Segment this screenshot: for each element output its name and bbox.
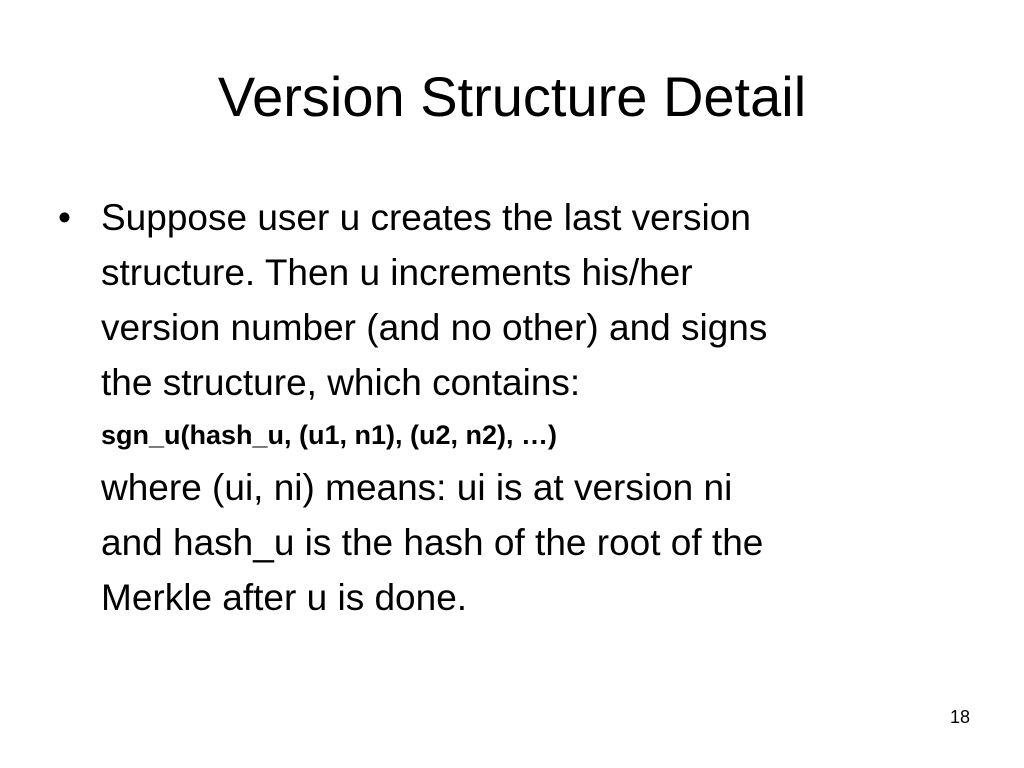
body-line-3: version number (and no other) and signs (101, 307, 768, 348)
page-number: 18 (949, 707, 970, 727)
body-line-2: structure. Then u increments his/her (101, 252, 693, 293)
signature-formula: sgn_u(hash_u, (u1, n1), (u2, n2), …) (101, 420, 558, 450)
body-line-4: the structure, which contains: (101, 362, 581, 403)
body-line-6: and hash_u is the hash of the root of the (101, 522, 764, 563)
slide-title: Version Structure Detail (217, 65, 807, 128)
bullet-item (58, 190, 958, 625)
body-line-5: where (ui, ni) means: ui is at version ni (101, 467, 733, 508)
body-line-7: Merkle after u is done. (101, 577, 468, 618)
body-line-1: Suppose user u creates the last version (101, 197, 751, 238)
bullet-icon: • (58, 197, 71, 238)
bullet-list (58, 190, 958, 625)
bullet-text (101, 190, 958, 625)
